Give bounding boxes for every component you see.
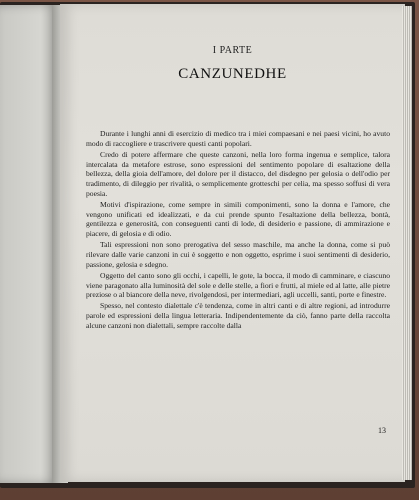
paragraph: Credo di potere affermare che queste canzoni, nella loro forma ingenua e semplice, talora intercalata da metafore estrose, sono espressioni del sentimento popolare di esaltazione della bellezza, della gioia dell'amore, del dolore per il distacco, del disdegno per gelosia o dell'odio per tradimento, di dileggio per rivalità, o semplicemente grotteschi per celia, ma spesso soffusi di vera poesia. [86,149,390,198]
left-page [0,5,58,483]
paragraph: Tali espressioni non sono prerogativa del sesso maschile, ma anche la donna, come si può rilevare dalle varie canzoni in cui è soggetto e non oggetto, esprime i suoi sentimenti di desiderio, passione, gelosia e sdegno. [86,240,390,269]
part-label: I PARTE [212,45,253,56]
chapter-title: CANZUNEDHE [178,66,287,82]
paragraph: Motivi d'ispirazione, come sempre in simili componimenti, sono la donna e l'amore, che vengono unificati ed idealizzati, e da cui prende spunto l'esaltazione della bellezza, bontà, gentilezza e generosità, con conseguenti canti di lode, di desiderio e passione, di ammirazione e piacere, di gelosia e di odio. [86,199,390,239]
paragraph: Spesso, nel contesto dialettale c'è tendenza, come in altri canti e di altre regioni, ad introdurre parole ed espressioni della lingua letteraria. Indipendentemente da ciò, fanno parte della raccolta alcune canzoni non dialettali, sempre raccolte dalla [86,301,390,330]
paragraph: Durante i lunghi anni di esercizio di medico tra i miei compaesani e nei paesi vicini, ho avuto modo di raccogliere e trascrivere questi canti popolari. [86,129,390,148]
paragraph: Oggetto del canto sono gli occhi, i capelli, le gote, la bocca, il modo di camminare, e ciascuno viene paragonato alla luminosità del sole e delle stelle, a fiori e frutti, al miele ed al latte, alle pietre preziose o al biancore della neve, rivolgendosi, per intermediari, agli uccelli, santi, porte e finestre. [86,270,390,300]
body-text [86,129,390,332]
page-number: 13 [378,426,386,435]
